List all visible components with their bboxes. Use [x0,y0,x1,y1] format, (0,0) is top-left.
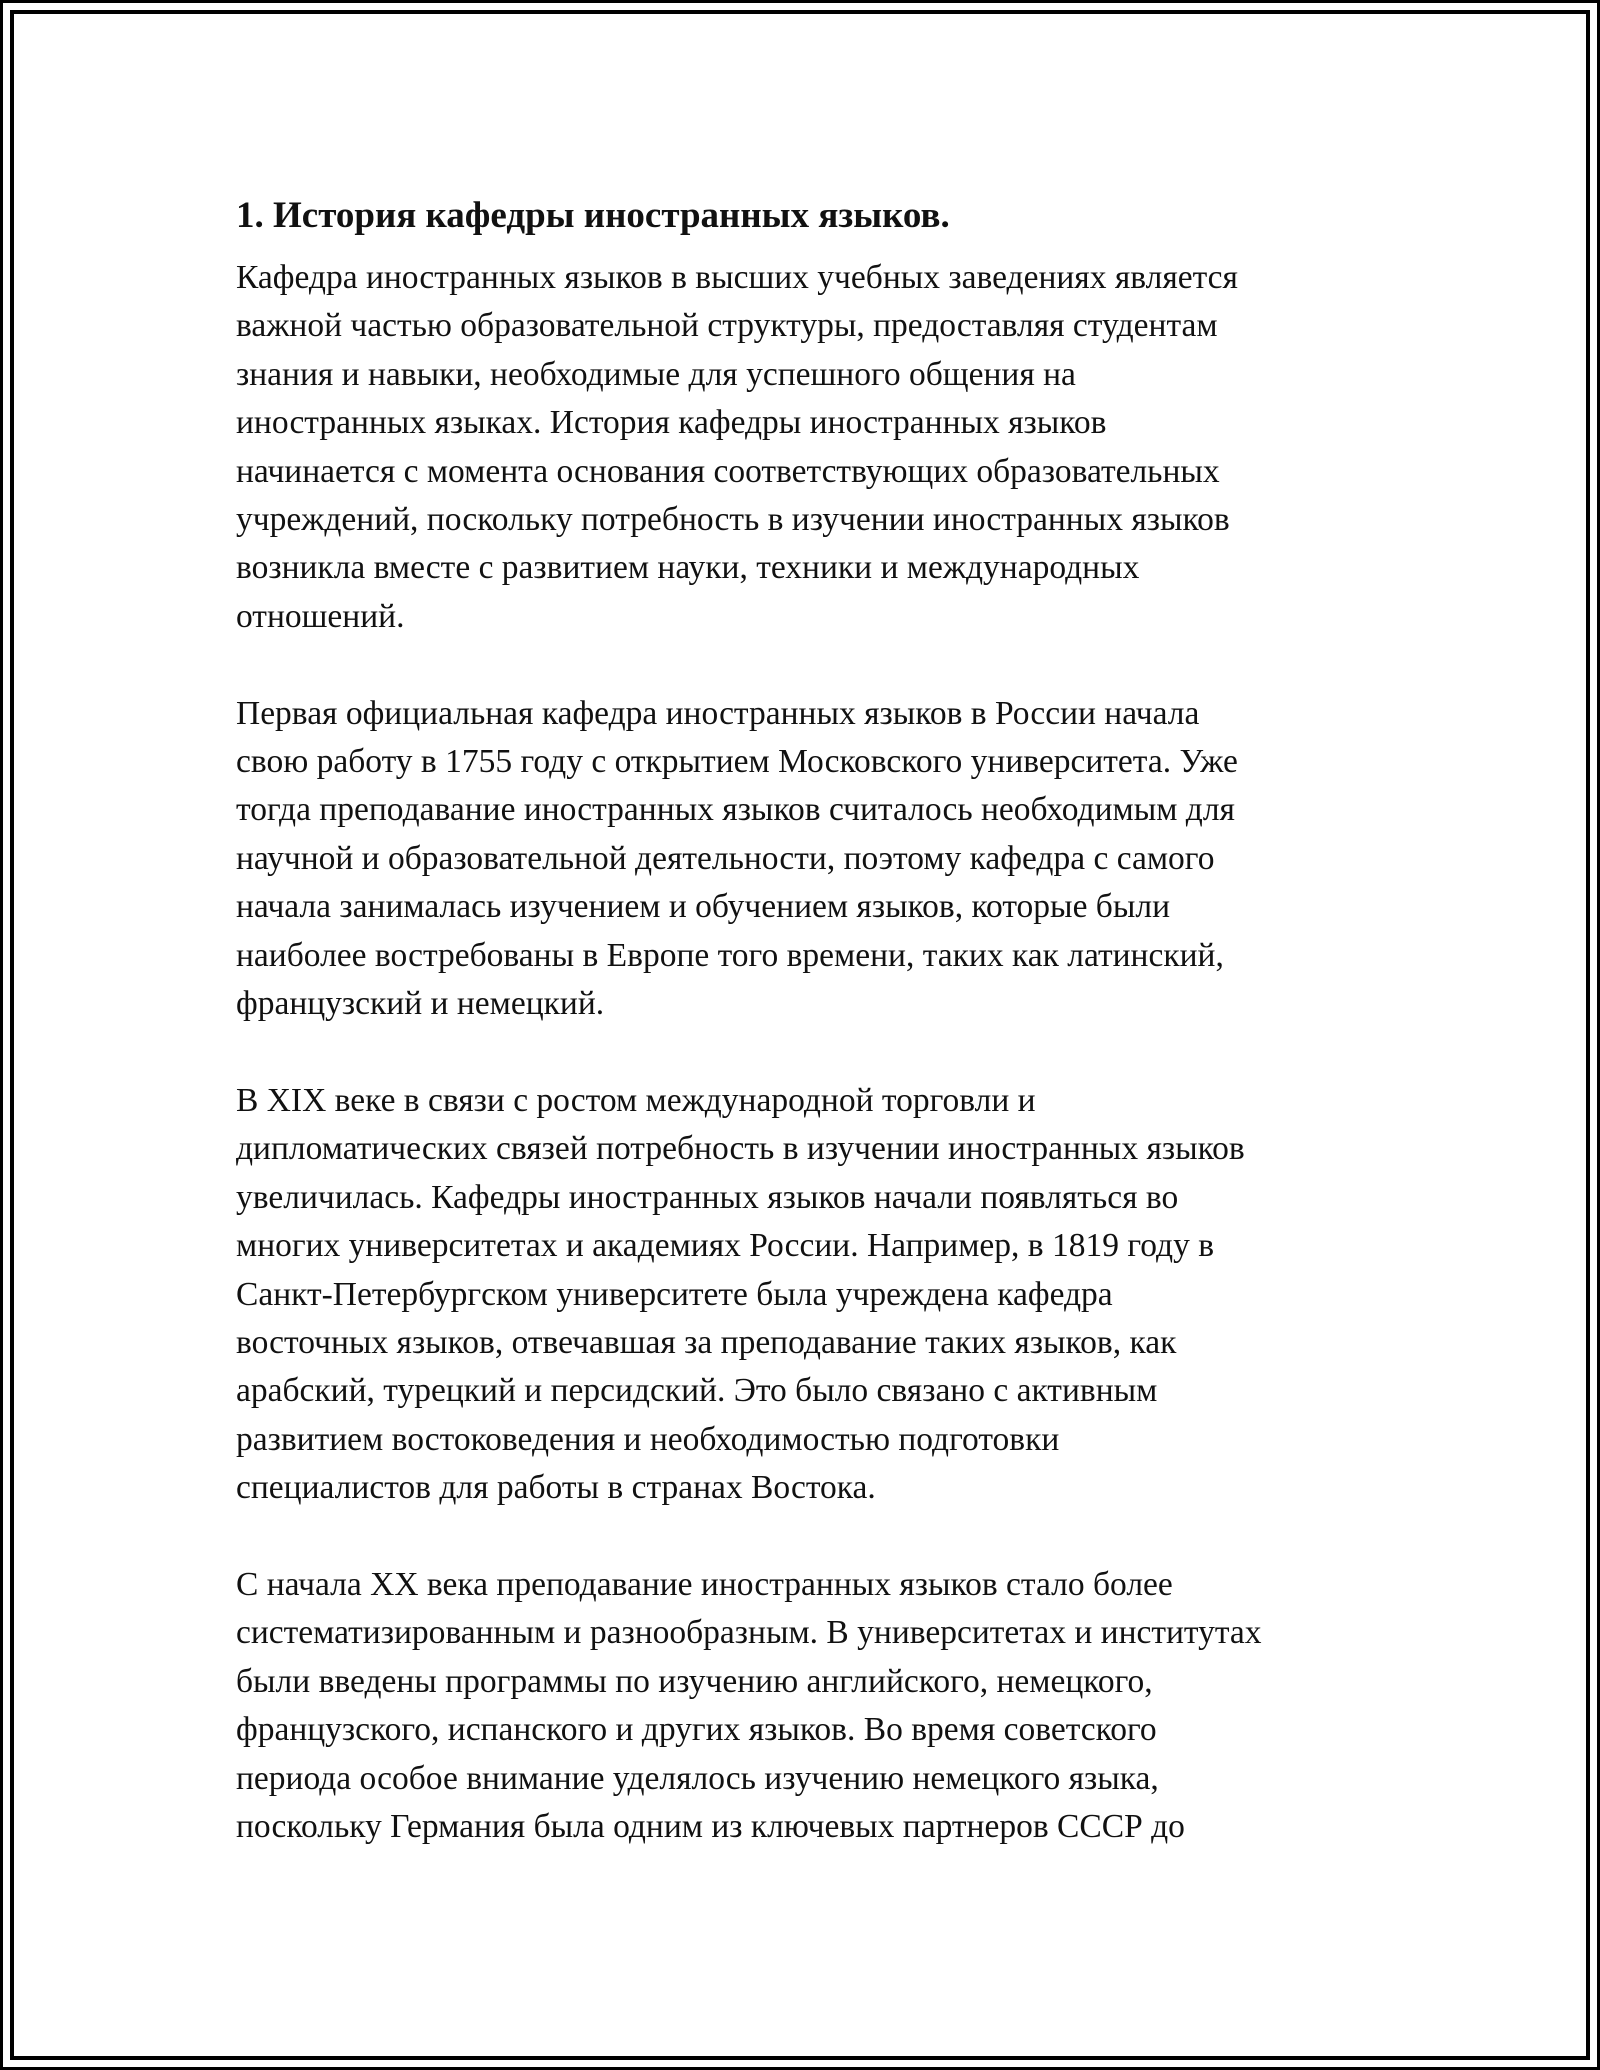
text-line: С начала XX века преподавание иностранных языков стало более [236,1565,1173,1603]
paragraph-4 [236,1561,1376,1851]
text-line: отношений. [236,597,405,635]
text-line: арабский, турецкий и персидский. Это было связано с активным [236,1372,1158,1410]
text-line: свою работу в 1755 году с открытием Московского университета. Уже [236,743,1238,781]
text-line: французского, испанского и других языков. Во время советского [236,1711,1157,1749]
text-line: начинается с момента основания соответствующих образовательных [236,452,1220,490]
text-line: дипломатических связей потребность в изучении иностранных языков [236,1130,1245,1168]
text-line: знания и навыки, необходимые для успешного общения на [236,355,1076,393]
text-line: В XIX веке в связи с ростом международной торговли и [236,1081,1036,1119]
text-line: иностранных языках. История кафедры иностранных языков [236,404,1107,442]
section-heading: 1. История кафедры иностранных языков. [236,195,950,236]
text-line: систематизированным и разнообразным. В университетах и институтах [236,1614,1262,1652]
text-line: восточных языков, отвечавшая за преподавание таких языков, как [236,1323,1177,1361]
text-line: Кафедра иностранных языков в высших учебных заведениях является [236,259,1238,296]
text-line: наиболее востребованы в Европе того времени, таких как латинский, [236,936,1224,974]
paragraph-1 [236,254,1376,641]
text-line: Санкт-Петербургском университете была учреждена кафедра [236,1275,1113,1313]
text-line: французский и немецкий. [236,985,605,1023]
text-line: развитием востоковедения и необходимостью подготовки [236,1420,1060,1458]
paragraph-3 [236,1077,1376,1513]
text-line: периода особое внимание уделялось изучению немецкого языка, [236,1759,1159,1797]
text-line: тогда преподавание иностранных языков считалось необходимым для [236,791,1235,829]
text-line: увеличилась. Кафедры иностранных языков начали появляться во [236,1178,1179,1216]
text-line: начала занималась изучением и обучением языков, которые были [236,888,1171,926]
paragraph-2 [236,690,1376,1029]
text-line: поскольку Германия была одним из ключевых партнеров СССР до [236,1807,1185,1845]
text-line: специалистов для работы в странах Востока. [236,1469,876,1507]
text-line: многих университетах и академиях России. Например, в 1819 году в [236,1227,1215,1265]
text-line: были введены программы по изучению английского, немецкого, [236,1662,1153,1700]
document-body [236,180,1376,1900]
text-line: важной частью образовательной структуры, предоставляя студентам [236,307,1218,345]
text-line: научной и образовательной деятельности, поэтому кафедра с самого [236,839,1215,877]
text-line: возникла вместе с развитием науки, техники и международных [236,549,1140,587]
text-line: Первая официальная кафедра иностранных языков в России начала [236,694,1200,732]
text-line: учреждений, поскольку потребность в изучении иностранных языков [236,501,1230,539]
